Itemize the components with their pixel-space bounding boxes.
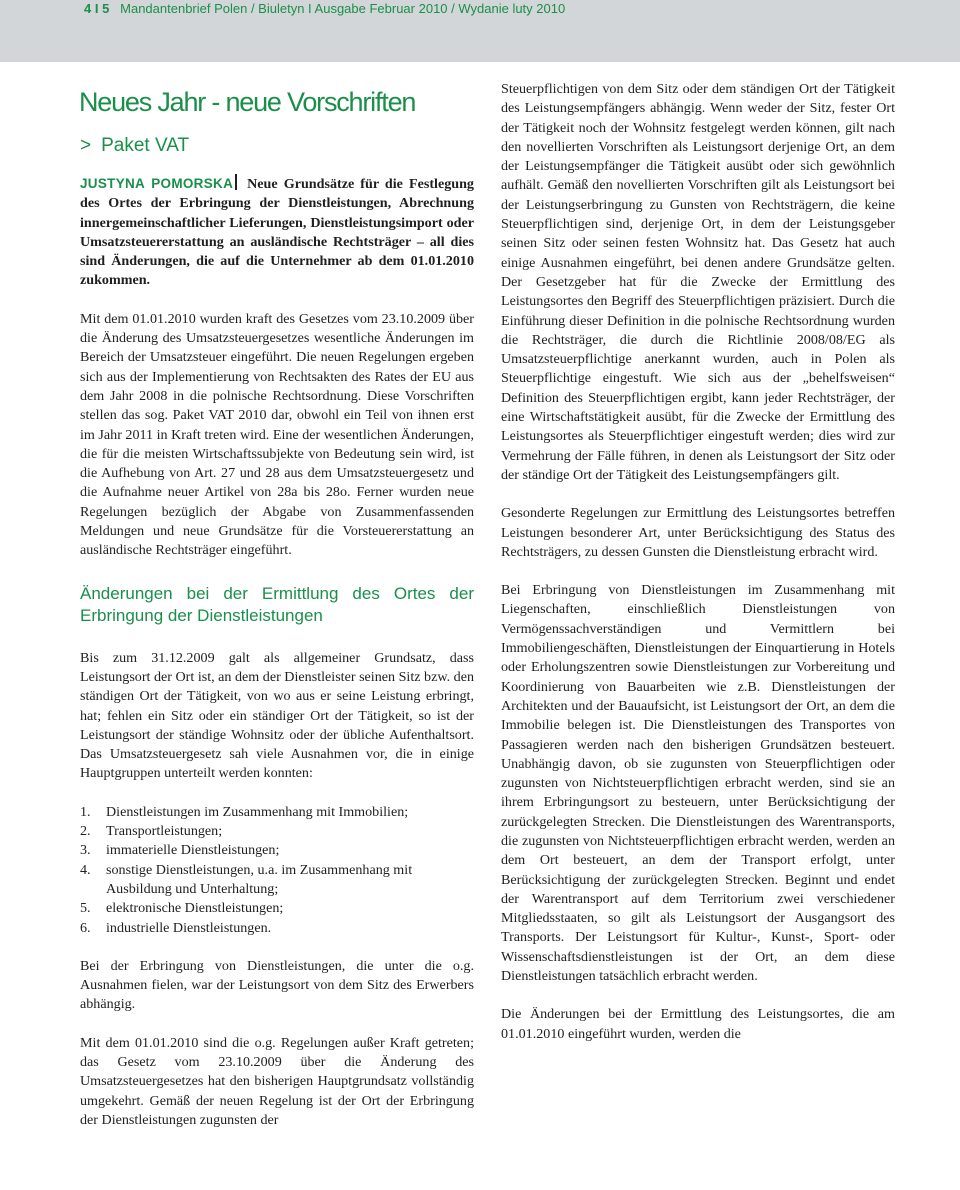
- list-item-text: Dienstleistungen im Zusammenhang mit Immobilien;: [106, 803, 409, 820]
- list-item-text: Transportleistungen;: [106, 823, 223, 840]
- lead-text: Neue Grundsätze für die Festlegung des Ortes der Erbringung der Dienstleistungen, Abrechnung innergemeinschaftlicher Lieferungen, Dienstleistungsimport oder Umsatzsteuererstattung an ausländische Rechtsträger – all dies sind Änderungen, die auf die Unternehmer ab dem 01.01.2010 zukommen.: [80, 176, 474, 289]
- list-item-number: 6.: [80, 919, 91, 936]
- body-paragraph-3: Mit dem 01.01.2010 sind die o.g. Regelungen außer Kraft getreten; das Gesetz vom 23.10.2009 über die Änderung des Umsatzsteuergesetzes hat den bisherigen Hauptgrundsatz vollständig umgekehrt. Gemäß der neuen Regelung ist der Ort der Erbringung der Dienstleistungen zugunsten der: [80, 1034, 474, 1128]
- list-item: [80, 861, 474, 900]
- list-item-number: 4.: [80, 861, 91, 878]
- list-item: [80, 899, 474, 918]
- body-paragraph-6: Bei Erbringung von Dienstleistungen im Zusammenhang mit Liegenschaften, einschließlich Dienstleistungen von Vermögenssachverständigen und Vermittlern bei Immobiliengeschäften, Dienstleistungen der Einquartierung in Hotels oder Erholungszentren sowie Dienstleistungen zur Vorbereitung und Koordinierung von Bauarbeiten wie z.B. Dienstleistungen der Architekten und der Bauaufsicht, ist Leistungsort der Ort, an dem die Immobilie belegen ist. Die Dienstleistungen des Transportes von Passagieren werden nach den bisherigen Grundsätzen besteuert. Unabhängig davon, ob sie zugunsten von Steuerpflichtigen oder zugunsten von Nichtsteuerpflichtigen erbracht werden, sind sie an ihrem Erbringungsort zu besteuern, unter Berücksichtigung der zurückgelegten Strecken. Die Dienstleistungen des Warentransports, die zugunsten von Nichtsteuerpflichtigen erbracht werden, werden an dem Ort besteuert, an dem der Transport erfolgt, unter Berücksichtigung der zurückgelegten Strecken. Beginnt und endet der Warentransport auf dem Territorium zwei verschiedener Mitgliedsstaaten, so gilt als Leistungsort der Ausgangsort des Transports. Der Leistungsort für Kultur-, Kunst-, Sport- oder Wissenschaftsdienstleistungen ist der Ort, an dem diese Dienstleistungen tatsächlich erbracht werden.: [501, 582, 895, 985]
- subtitle-marker: >: [80, 135, 92, 156]
- article-lead: [80, 174, 474, 291]
- list-item-text: elektronische Dienstleistungen;: [106, 900, 284, 917]
- list-item: [80, 841, 474, 860]
- body-paragraph-4: Steuerpflichtigen von dem Sitz oder dem ständigen Ort der Tätigkeit des Leistungsempfängers abhängig. Wenn weder der Sitz, fester Ort der Tätigkeit noch der Wohnsitz festgelegt werden können, gilt nach den novellierten Vorschriften als Leistungsort derjenige Ort, an dem der Leistungsempfänger die Tätigkeit ausübt oder sich gewöhnlich aufhält. Gemäß den novellierten Vorschriften gilt als Leistungsort bei der Leistungserbringung zu Gunsten von Rechtsträgern, die keine Steuerpflichtigen sind, derjenige Ort, in dem der Leistungsgeber seinen Sitz oder seinen festen Wohnsitz hat. Das Gesetz hat auch einige Ausnahmen eingeführt, bei denen andere Grundsätze gelten. Der Gesetzgeber hat für die Zwecke der Ermittlung des Leistungsortes den Begriff des Steuerpflichtigen präzisiert. Durch die Einführung dieser Definition in die polnische Rechtsordnung wurden die Rechtsträger, die durch die Richtlinie 2008/08/EG als Umsatzsteuerpflichtige anerkannt wurden, auch in Polen als Steuerpflichtige eingestuft. Wie sich aus der „behelfsweisen“ Definition des Steuerpflichtigen ergibt, kann jeder Rechtsträger, der eine Wirtschaftstätigkeit ausübt, für die Zwecke der Ermittlung des Leistungsortes als Steuerpflichtiger eingestuft werden; dies wird zur Vermehrung der Fälle führen, in denen als Leistungsort der Sitz oder der ständige Ort der Tätigkeit des Leistungsempfängers gilt.: [501, 81, 895, 483]
- body-paragraph-2: Bei der Erbringung von Dienstleistungen, die unter die o.g. Ausnahmen fielen, war der Leistungsort von dem Sitz des Erwerbers abhängig.: [80, 957, 474, 1013]
- author-name: JUSTYNA POMORSKA: [80, 176, 234, 191]
- list-item-text: immaterielle Dienstleistungen;: [106, 842, 280, 859]
- section-heading: Änderungen bei der Ermittlung des Ortes der Erbringung der Dienstleistungen: [80, 583, 474, 625]
- subtitle-text: Paket VAT: [101, 135, 190, 156]
- right-column: [501, 80, 895, 1044]
- article-title: Neues Jahr - neue Vorschriften: [79, 87, 416, 117]
- list-item-text: sonstige Dienstleistungen, u.a. im Zusammenhang mit Ausbildung und Unterhaltung;: [106, 861, 413, 897]
- body-paragraph-5: Gesonderte Regelungen zur Ermittlung des Leistungsortes betreffen Leistungen besonderer Art, unter Berücksichtigung des Status des Rechtsträgers, zu dessen Gunsten die Dienstleistung erbracht wird.: [501, 505, 895, 560]
- header-bar: [0, 0, 960, 62]
- intro-paragraph: Mit dem 01.01.2010 wurden kraft des Gesetzes vom 23.10.2009 über die Änderung des Umsatzsteuergesetzes wesentliche Änderungen im Bereich der Umsatzsteuer eingeführt. Die neuen Regelungen ergeben sich aus der Implementierung von Rechtsakten des Rates der EU aus dem Jahr 2008 in die polnische Rechtsordnung. Diese Vorschriften stellen das sog. Paket VAT 2010 dar, obwohl ein Teil von ihnen erst im Jahr 2011 in Kraft treten wird. Eine der wesentlichen Änderungen, die für die meisten Wirtschaftssubjekte von Bedeutung sein wird, ist die Aufhebung von Art. 27 und 28 aus dem Umsatzsteuergesetz und die Aufnahme neuer Artikel von 28a bis 28o. Ferner wurden neue Regelungen bezüglich der Abgabe von Zusammenfassenden Meldungen und neue Grundsätze für die Vorsteuererstattung an ausländische Rechtsträger eingeführt.: [80, 310, 474, 559]
- list-item-number: 2.: [80, 823, 91, 840]
- list-item: [80, 919, 474, 938]
- body-paragraph-1: Bis zum 31.12.2009 galt als allgemeiner Grundsatz, dass Leistungsort der Ort ist, an dem der Dienstleister seinen Sitz bzw. den ständigen Ort der Tätigkeit, von wo aus er seine Leistung erbringt, hat; fehlen ein Sitz oder ein ständiger Ort der Tätigkeit, so ist der Leistungsort der ständige Wohnsitz oder der übliche Aufenthaltsort. Das Umsatzsteuergesetz sah viele Ausnahmen vor, die in einige Hauptgruppen unterteilt werden konnten:: [80, 649, 475, 782]
- list-item-number: 5.: [80, 900, 91, 917]
- publication-title: Mandantenbrief Polen / Biuletyn I Ausgabe Februar 2010 / Wydanie luty 2010: [120, 1, 566, 16]
- running-header: [84, 0, 565, 18]
- page-number: 4 I 5: [84, 1, 110, 16]
- exceptions-list: [80, 803, 474, 938]
- list-item: [80, 803, 474, 822]
- list-item: [80, 822, 474, 841]
- article-subtitle: [80, 134, 474, 158]
- list-item-number: 1.: [80, 803, 91, 820]
- left-column: [80, 84, 474, 1130]
- list-item-number: 3.: [80, 842, 91, 859]
- author-separator: [235, 174, 237, 190]
- body-paragraph-7: Die Änderungen bei der Ermittlung des Leistungsortes, die am 01.01.2010 eingeführt wurden, werden die: [501, 1006, 895, 1042]
- list-item-text: industrielle Dienstleistungen.: [106, 919, 272, 936]
